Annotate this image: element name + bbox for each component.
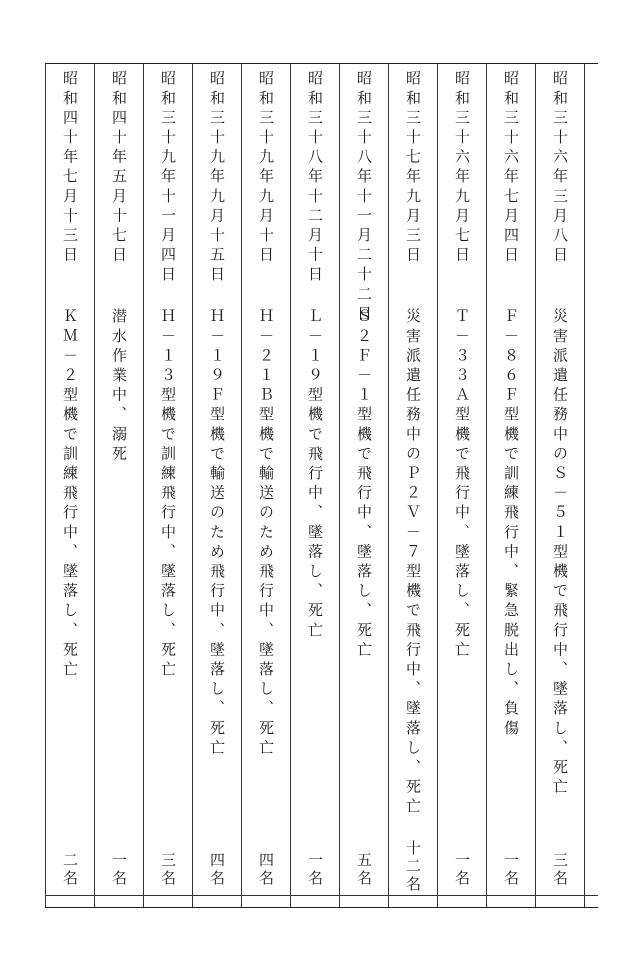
row-date: 昭和三十七年九月三日 xyxy=(404,70,422,266)
row-count: 一名 xyxy=(502,852,520,888)
row-count: 四名 xyxy=(208,852,226,888)
row-description: 災害派遣任務中のＰ２Ｖ－７型機で飛行中、墜落し、死亡 xyxy=(404,308,422,818)
row-description: 潜水作業中、溺死 xyxy=(110,308,128,465)
casualty-table xyxy=(45,63,598,908)
row-description: Ｓ２Ｆ－１型機で飛行中、墜落し、死亡 xyxy=(355,308,373,661)
row-description: Ｆ－８６Ｆ型機で訓練飛行中、緊急脱出し、負傷 xyxy=(502,308,520,740)
row-date: 昭和四十年七月十三日 xyxy=(61,70,79,266)
row-date: 昭和三十八年十一月二十二日 xyxy=(355,70,373,325)
row-date: 昭和三十九年九月十五日 xyxy=(208,70,226,286)
row-description: Ｌ－１９型機で飛行中、墜落し、死亡 xyxy=(306,308,324,642)
row-date: 昭和三十九年九月十日 xyxy=(257,70,275,266)
row-date: 昭和四十年五月十七日 xyxy=(110,70,128,266)
row-date: 昭和三十六年三月八日 xyxy=(551,70,569,266)
row-date: 昭和三十六年九月七日 xyxy=(453,70,471,266)
row-count: 一名 xyxy=(110,852,128,888)
row-count: 五名 xyxy=(355,852,373,888)
count-separator-line xyxy=(45,895,598,896)
row-count: 四名 xyxy=(257,852,275,888)
row-date: 昭和三十八年十二月十日 xyxy=(306,70,324,286)
row-count: 三名 xyxy=(159,852,177,888)
row-count: 一名 xyxy=(453,852,471,888)
row-description: 災害派遣任務中のＳ－５１型機で飛行中、墜落し、死亡 xyxy=(551,308,569,798)
row-count: 二名 xyxy=(61,852,79,888)
row-date: 昭和三十九年十一月四日 xyxy=(159,70,177,286)
row-count: 三名 xyxy=(551,852,569,888)
row-description: Ｈ－１３型機で訓練飛行中、墜落し、死亡 xyxy=(159,308,177,681)
row-count: 一名 xyxy=(306,852,324,888)
row-count: 十二名 xyxy=(404,840,422,894)
row-description: Ｔ－３３Ａ型機で飛行中、墜落し、死亡 xyxy=(453,308,471,661)
column-line xyxy=(584,64,585,907)
row-description: Ｈ－２１Ｂ型機で輸送のため飛行中、墜落し、死亡 xyxy=(257,308,275,759)
row-description: Ｈ－１９Ｆ型機で輸送のため飛行中、墜落し、死亡 xyxy=(208,308,226,759)
row-date: 昭和三十六年七月四日 xyxy=(502,70,520,266)
row-description: ＫＭ－２型機で訓練飛行中、墜落し、死亡 xyxy=(61,308,79,681)
